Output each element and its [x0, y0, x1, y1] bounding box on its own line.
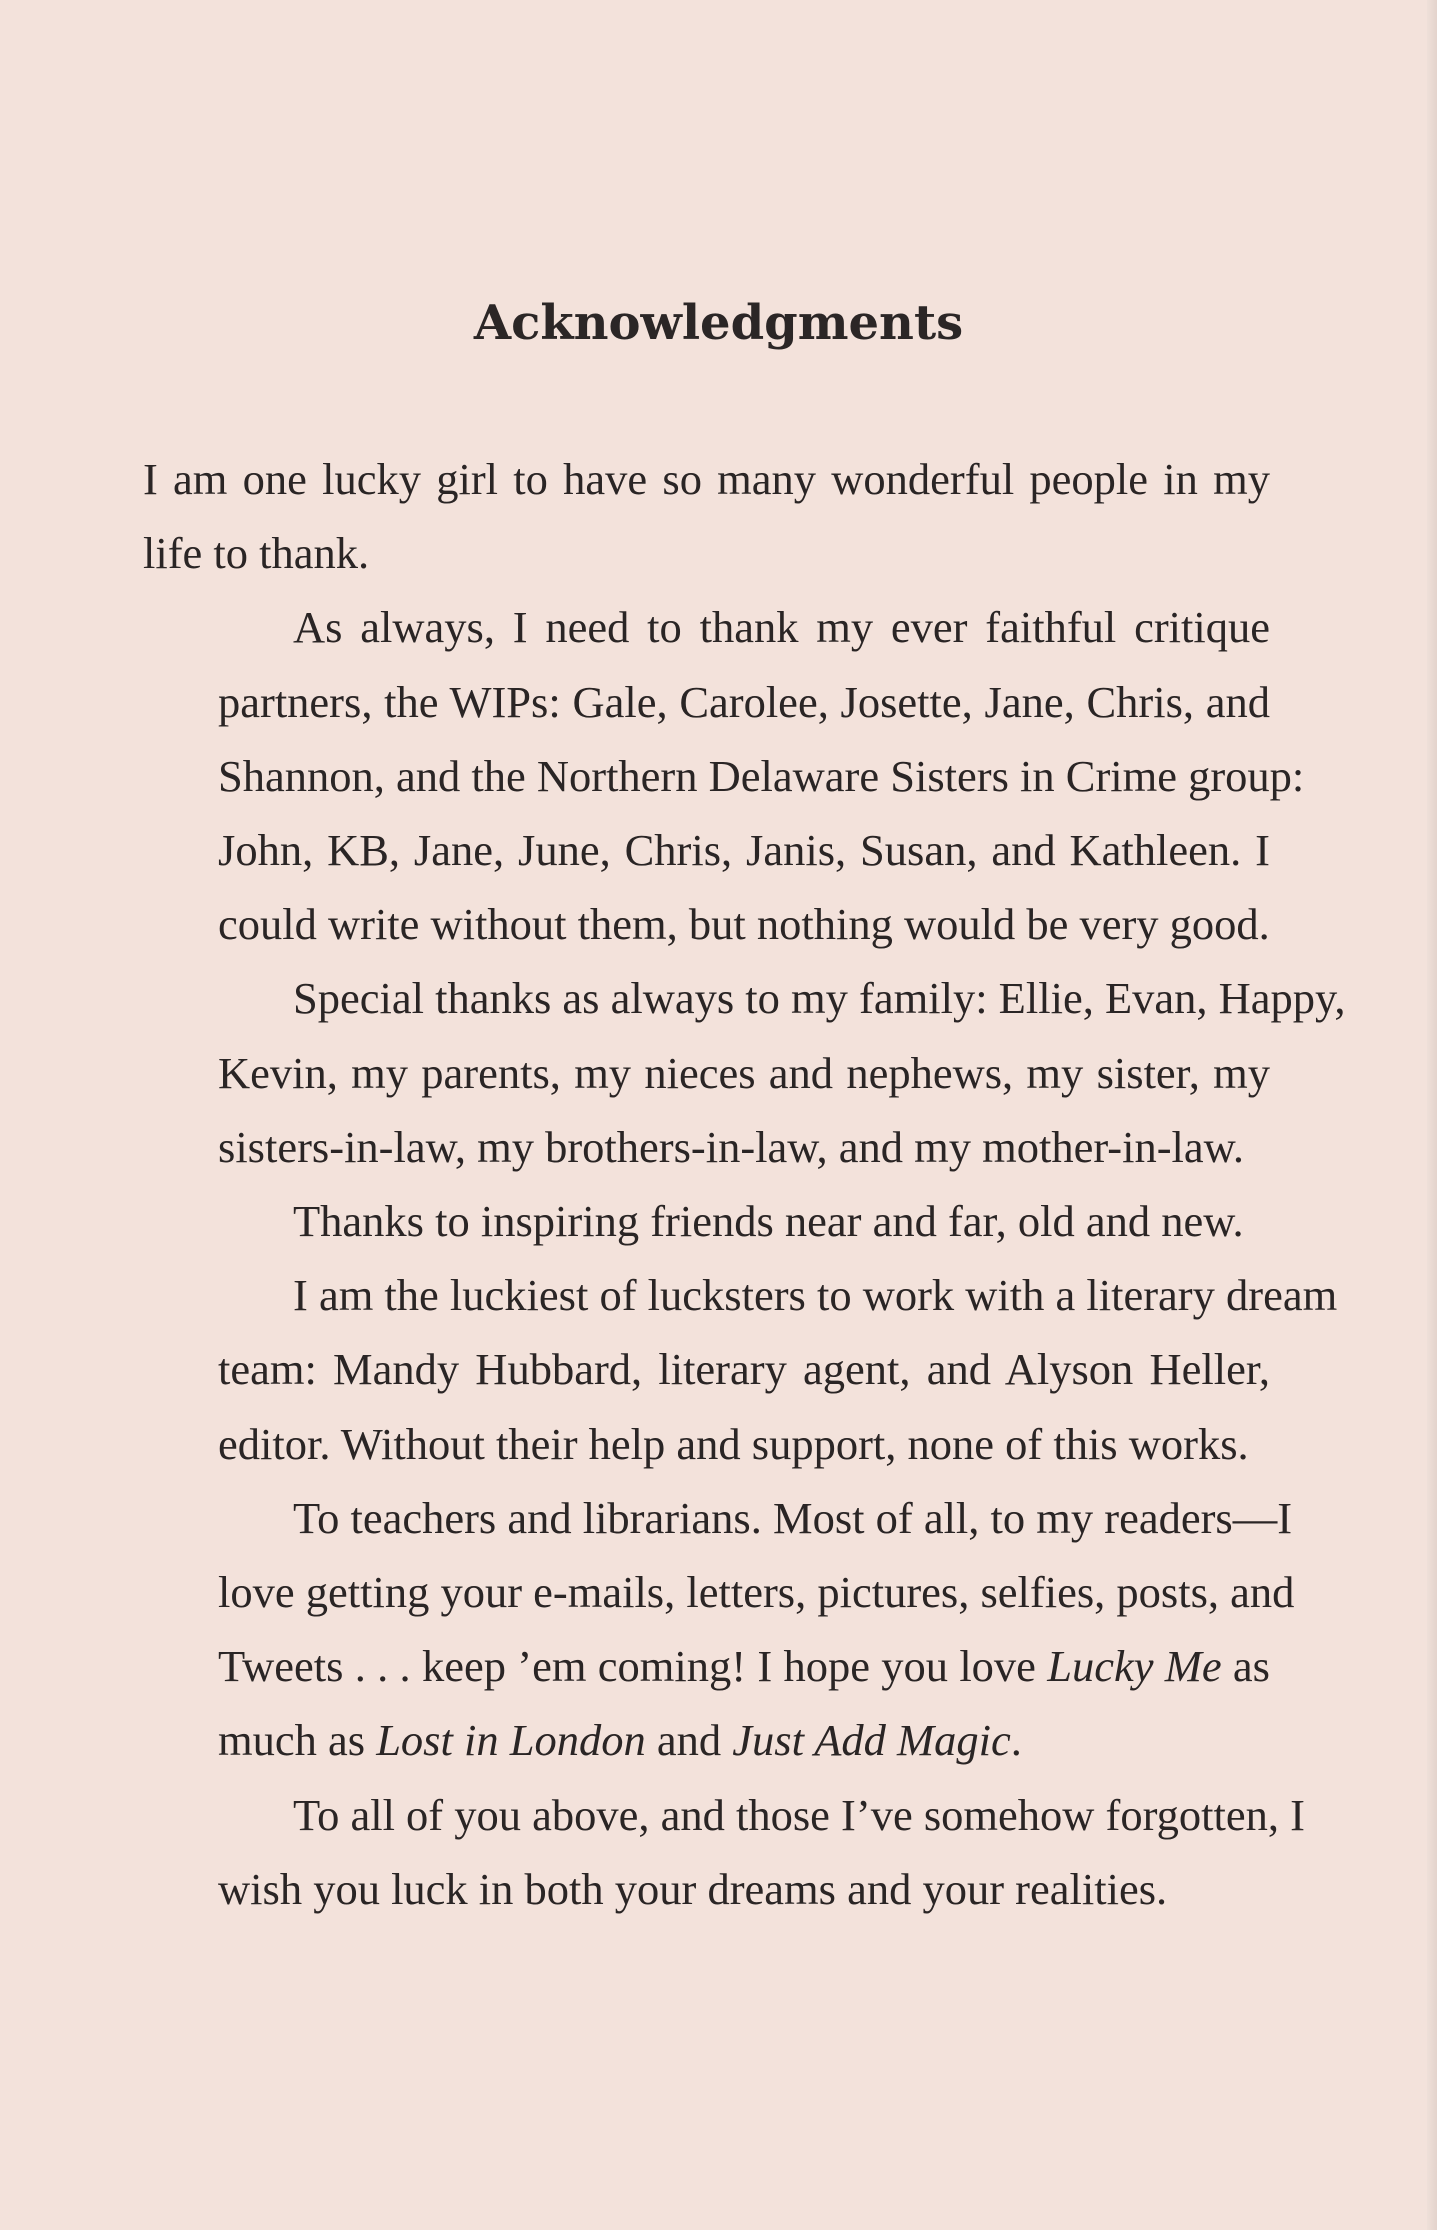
paragraph-2 — [143, 590, 1305, 961]
text-line: Kevin, my parents, my nieces and nephews, my sister, my — [218, 1047, 1270, 1098]
text-line: I am one lucky girl to have so many wonderful people in my — [143, 454, 1270, 504]
text-line: Shannon, and the Northern Delaware Sisters in Crime group: — [218, 750, 1305, 801]
text-segment: as — [1221, 1641, 1270, 1692]
acknowledgments-body — [143, 442, 1346, 1926]
paragraph-5 — [143, 1258, 1338, 1481]
paragraph-6 — [143, 1481, 1295, 1778]
text-line: As always, I need to thank my ever faithful critique — [293, 602, 1270, 653]
paragraph-7 — [143, 1778, 1305, 1926]
text-segment: Tweets . . . keep ’em coming! I hope you love — [218, 1641, 1048, 1692]
book-title-just-add-magic: Just Add Magic — [732, 1715, 1011, 1766]
page-title: Acknowledgments — [473, 295, 964, 351]
text-line — [143, 1703, 1270, 1777]
text-segment: much as — [218, 1715, 377, 1766]
text-line: To teachers and librarians. Most of all, to my readers—I — [293, 1492, 1293, 1543]
text-segment: and — [645, 1715, 733, 1766]
text-line: To all of you above, and those I’ve somehow forgotten, I — [293, 1789, 1305, 1840]
text-line — [143, 1629, 1270, 1703]
text-line: could write without them, but nothing would be very good. — [218, 899, 1270, 950]
text-line: life to thank. — [143, 528, 370, 579]
paragraph-1 — [143, 442, 1270, 590]
text-line: sisters-in-law, my brothers-in-law, and my mother-in-law. — [218, 1121, 1245, 1172]
text-line: Special thanks as always to my family: Ellie, Evan, Happy, — [293, 973, 1346, 1024]
text-line: partners, the WIPs: Gale, Carolee, Josette, Jane, Chris, and — [218, 676, 1270, 727]
text-line: John, KB, Jane, June, Chris, Janis, Susan, and Kathleen. I — [218, 825, 1270, 876]
text-line: editor. Without their help and support, none of this works. — [218, 1418, 1249, 1469]
paragraph-3 — [143, 961, 1346, 1184]
book-title-lucky-me: Lucky Me — [1047, 1641, 1222, 1692]
paragraph-4 — [143, 1184, 1270, 1258]
text-line: I am the luckiest of lucksters to work with a literary dream — [293, 1270, 1338, 1321]
text-line: wish you luck in both your dreams and your realities. — [218, 1863, 1168, 1914]
text-segment: . — [1010, 1715, 1022, 1766]
text-line: team: Mandy Hubbard, literary agent, and Alyson Heller, — [218, 1344, 1270, 1395]
book-title-lost-in-london: Lost in London — [376, 1715, 646, 1766]
text-line: love getting your e-mails, letters, pictures, selfies, posts, and — [218, 1567, 1295, 1618]
text-line: Thanks to inspiring friends near and far, old and new. — [293, 1196, 1244, 1247]
